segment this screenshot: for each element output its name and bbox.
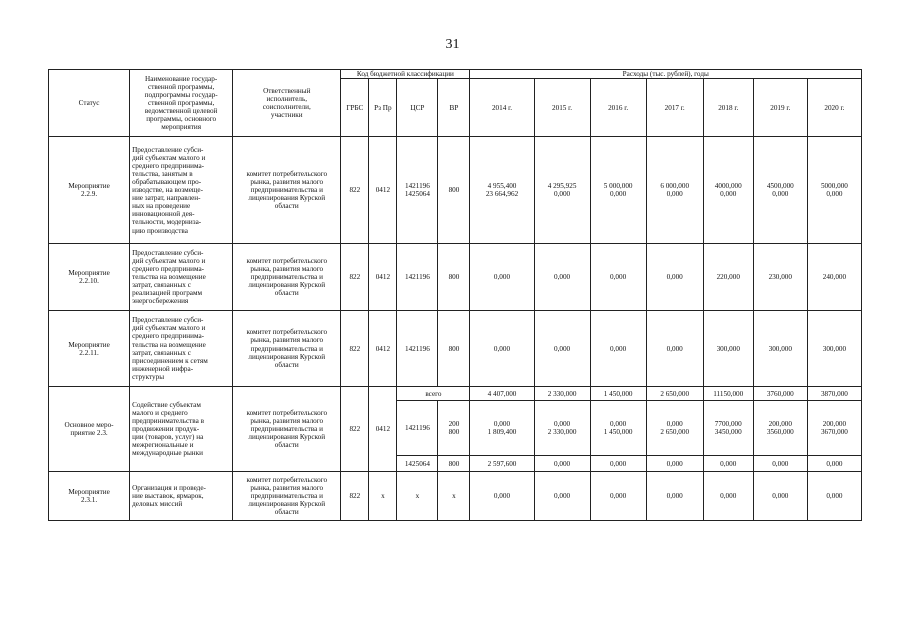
row-vr: 800 xyxy=(438,137,470,244)
row-value-2017: 0,000 xyxy=(646,244,703,311)
row-value-2015: 0,000 xyxy=(534,472,590,521)
header-year-2016: 2016 г. xyxy=(590,79,646,137)
row-value-2014: 4 955,400 23 664,962 xyxy=(470,137,534,244)
row-name: Предоставление субси- дий субъектам малого и среднего предпринима- тельства на возмещение затрат, связанных с присоединением к сетям инженерной инфра- структуры xyxy=(130,311,233,387)
row-value-2020: 5000,000 0,000 xyxy=(807,137,861,244)
row-value-2018: 0,000 xyxy=(703,472,753,521)
row-status: Мероприятие 2.2.10. xyxy=(49,244,130,311)
row-total-2018: 11150,000 xyxy=(703,387,753,401)
row-rzpr: 0412 xyxy=(369,244,397,311)
row-value-2018: 7700,000 3450,000 xyxy=(703,401,753,456)
budget-table xyxy=(48,69,862,521)
row-executor: комитет потребительского рынка, развития малого предпринимательства и лицензирования Курской области xyxy=(233,311,341,387)
header-status: Статус xyxy=(49,70,130,137)
row-csr: 1421196 xyxy=(397,311,438,387)
row-name: Содействие субъектам малого и среднего предпринимательства в продвижении продук- ции (товаров, услуг) на межрегиональные и международные рынки xyxy=(130,387,233,472)
header-csr: ЦСР xyxy=(397,79,438,137)
row-status: Мероприятие 2.3.1. xyxy=(49,472,130,521)
row-rzpr: 0412 xyxy=(369,311,397,387)
row-value-2014: 0,000 xyxy=(470,472,534,521)
row-csr: 1421196 1425064 xyxy=(397,137,438,244)
row-rzpr: 0412 xyxy=(369,137,397,244)
header-rzpr: Рз Пр xyxy=(369,79,397,137)
row-value-2015: 0,000 xyxy=(534,311,590,387)
row-value-2017: 0,000 xyxy=(646,311,703,387)
row-executor: комитет потребительского рынка, развития малого предпринимательства и лицензирования Курской области xyxy=(233,387,341,472)
row-value-2016: 0,000 xyxy=(590,456,646,472)
row-vr: х xyxy=(438,472,470,521)
row-value-2014: 0,000 1 809,400 xyxy=(470,401,534,456)
row-value-2014: 0,000 xyxy=(470,311,534,387)
row-status: Мероприятие 2.2.9. xyxy=(49,137,130,244)
row-value-2020: 240,000 xyxy=(807,244,861,311)
row-status: Основное меро- приятие 2.3. xyxy=(49,387,130,472)
row-total-2017: 2 650,000 xyxy=(646,387,703,401)
row-vr: 200 800 xyxy=(438,401,470,456)
row-value-2020: 300,000 xyxy=(807,311,861,387)
row-executor: комитет потребительского рынка, развития малого предпринимательства и лицензирования Курской области xyxy=(233,472,341,521)
row-value-2019: 4500,000 0,000 xyxy=(753,137,807,244)
header-year-2015: 2015 г. xyxy=(534,79,590,137)
row-value-2018: 220,000 xyxy=(703,244,753,311)
table-row xyxy=(49,387,862,401)
row-name: Предоставление субси- дий субъектам малого и среднего предпринима- тельства, занятым в обрабатывающем про- изводстве, на возмеще- ние затрат, направлен- ных на проведение инновационной дея- тельности, модерниза- цию производства xyxy=(130,137,233,244)
row-executor: комитет потребительского рынка, развития малого предпринимательства и лицензирования Курской области xyxy=(233,137,341,244)
row-value-2020: 200,000 3670,000 xyxy=(807,401,861,456)
row-value-2015: 0,000 2 330,000 xyxy=(534,401,590,456)
row-executor: комитет потребительского рынка, развития малого предпринимательства и лицензирования Курской области xyxy=(233,244,341,311)
row-value-2020: 0,000 xyxy=(807,472,861,521)
row-total-label: всего xyxy=(397,387,470,401)
row-grbs: 822 xyxy=(341,311,369,387)
row-grbs: 822 xyxy=(341,472,369,521)
row-value-2014: 0,000 xyxy=(470,244,534,311)
row-total-2016: 1 450,000 xyxy=(590,387,646,401)
row-grbs: 822 xyxy=(341,387,369,472)
row-vr: 800 xyxy=(438,244,470,311)
row-csr: 1421196 xyxy=(397,401,438,456)
row-value-2016: 0,000 1 450,000 xyxy=(590,401,646,456)
row-value-2017: 0,000 xyxy=(646,472,703,521)
row-value-2014: 2 597,600 xyxy=(470,456,534,472)
table-row xyxy=(49,244,862,311)
table-row xyxy=(49,472,862,521)
row-value-2015: 0,000 xyxy=(534,244,590,311)
row-csr: 1421196 xyxy=(397,244,438,311)
header-year-2017: 2017 г. xyxy=(646,79,703,137)
row-value-2018: 0,000 xyxy=(703,456,753,472)
row-value-2019: 0,000 xyxy=(753,472,807,521)
row-csr: 1425064 xyxy=(397,456,438,472)
row-value-2016: 0,000 xyxy=(590,244,646,311)
table-row xyxy=(49,137,862,244)
row-value-2016: 0,000 xyxy=(590,472,646,521)
row-value-2017: 0,000 2 650,000 xyxy=(646,401,703,456)
row-value-2019: 230,000 xyxy=(753,244,807,311)
row-value-2016: 5 000,000 0,000 xyxy=(590,137,646,244)
header-grbs: ГРБС xyxy=(341,79,369,137)
row-value-2020: 0,000 xyxy=(807,456,861,472)
row-value-2019: 300,000 xyxy=(753,311,807,387)
header-expenses: Расходы (тыс. рублей), годы xyxy=(470,70,862,79)
page-number: 31 xyxy=(445,37,460,52)
row-grbs: 822 xyxy=(341,137,369,244)
row-value-2016: 0,000 xyxy=(590,311,646,387)
header-year-2019: 2019 г. xyxy=(753,79,807,137)
row-total-2015: 2 330,000 xyxy=(534,387,590,401)
row-csr: х xyxy=(397,472,438,521)
row-name: Предоставление субси- дий субъектам малого и среднего предпринима- тельства на возмещение затрат, связанных с реализацией программ энергосбережения xyxy=(130,244,233,311)
row-value-2019: 200,000 3560,000 xyxy=(753,401,807,456)
row-name: Организация и проведе- ние выставок, ярмарок, деловых миссий xyxy=(130,472,233,521)
header-year-2018: 2018 г. xyxy=(703,79,753,137)
row-rzpr: х xyxy=(369,472,397,521)
row-total-2019: 3760,000 xyxy=(753,387,807,401)
header-vr: ВР xyxy=(438,79,470,137)
table-row xyxy=(49,311,862,387)
header-executor: Ответственный исполнитель, соисполнители, участники xyxy=(233,70,341,137)
header-year-2014: 2014 г. xyxy=(470,79,534,137)
row-value-2017: 0,000 xyxy=(646,456,703,472)
row-grbs: 822 xyxy=(341,244,369,311)
row-vr: 800 xyxy=(438,311,470,387)
row-total-2020: 3870,000 xyxy=(807,387,861,401)
row-total-2014: 4 407,000 xyxy=(470,387,534,401)
row-status: Мероприятие 2.2.11. xyxy=(49,311,130,387)
row-value-2019: 0,000 xyxy=(753,456,807,472)
header-budget-classification: Код бюджетной классификации xyxy=(341,70,470,79)
row-vr: 800 xyxy=(438,456,470,472)
row-value-2015: 0,000 xyxy=(534,456,590,472)
row-value-2018: 4000,000 0,000 xyxy=(703,137,753,244)
row-rzpr: 0412 xyxy=(369,387,397,472)
header-name: Наименование государ- ственной программы, подпрограммы государ- ственной программы, ведомственной целевой программы, основного мероприятия xyxy=(130,70,233,137)
row-value-2017: 6 000,000 0,000 xyxy=(646,137,703,244)
header-year-2020: 2020 г. xyxy=(807,79,861,137)
row-value-2015: 4 295,925 0,000 xyxy=(534,137,590,244)
row-value-2018: 300,000 xyxy=(703,311,753,387)
